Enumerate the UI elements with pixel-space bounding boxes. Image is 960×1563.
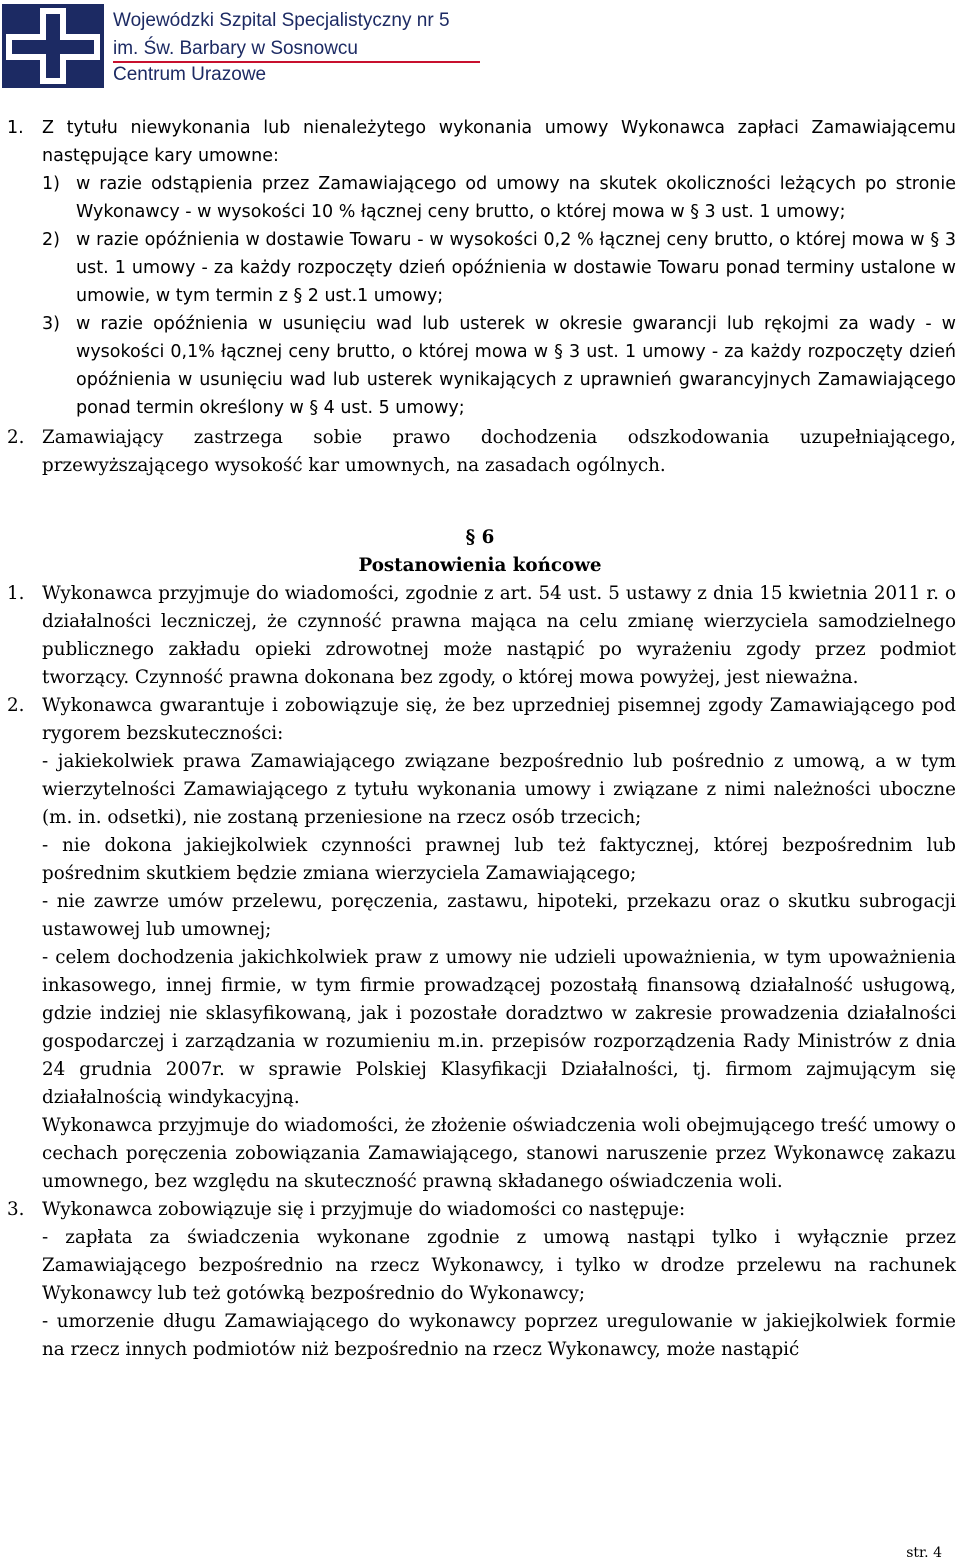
paragraph-text: Wykonawca zobowiązuje się i przyjmuje do wiadomości co następuje: [42, 1199, 686, 1220]
paragraph-number: 1. [7, 118, 24, 138]
item-text: w razie opóźnienia w dostawie Towaru - w wysokości 0,2 % łącznej ceny brutto, o której mowa w § 3 ust. 1 umowy - za każdy rozpoczęty dzień opóźnienia w dostawie Towaru ponad terminy ustalone w umowie, w tym termin z § 2 ust.1 umowy; [76, 230, 956, 306]
paragraph-final-3 [0, 1196, 960, 1224]
item-number: 2) [42, 230, 60, 250]
paragraph-number: 3. [7, 1199, 25, 1220]
hospital-cross-logo [2, 4, 104, 88]
paragraph-final-2 [0, 692, 960, 748]
dash-item: - umorzenie długu Zamawiającego do wykonawcy poprzez uregulowanie w jakiejkolwiek formie na rzecz innych podmiotów niż bezpośrednio na rzecz Wykonawcy, może nastąpić [42, 1311, 956, 1360]
paragraph-number: 2. [7, 695, 25, 716]
dash-item: - celem dochodzenia jakichkolwiek praw z umowy nie udzieli upoważnienia, w tym upoważnienia inkasowego, innej firmie, w tym firmie prowadzącej pozostałą finansową działalność usługową, gdzie indziej nie sklasyfikowaną, jak i pozostałe doradztwo w zakresie prowadzenia działalności gospodarczej i zarządzania w rozumieniu m.in. przepisów rozporządzenia Rady Ministrów z dnia 24 grudnia 2007r. w sprawie Polskiej Klasyfikacji Działalności, tj. firmom zajmującym się działalnością windykacyjną. [42, 947, 956, 1108]
header-red-rule [113, 61, 480, 63]
paragraph-final-1 [0, 580, 960, 692]
item-text: w razie odstąpienia przez Zamawiającego od umowy na skutek okoliczności leżących po stronie Wykonawcy - w wysokości 10 % łącznej ceny brutto, o której mowa w § 3 ust. 1 umowy; [76, 174, 956, 222]
paragraph-text: Wykonawca przyjmuje do wiadomości, zgodnie z art. 54 ust. 5 ustawy z dnia 15 kwietnia 2011 r. o działalności leczniczej, że czynność prawna mająca na celu zmianę wierzyciela samodzielnego publicznego zakładu opieki zdrowotnej może nastąpić po wyrażeniu zgody przez podmiot tworzący. Czynność prawna dokonana bez zgody, o której mowa powyżej, jest nieważna. [42, 583, 956, 688]
item-text: w razie opóźnienia w usunięciu wad lub usterek w okresie gwarancji lub rękojmi za wady - w wysokości 0,1% łącznej ceny brutto, o której mowa w § 3 ust. 1 umowy - za każdy rozpoczęty dzień opóźnienia w usunięciu wad lub usterek wynikających z uprawnień gwarancyjnych Zamawiającego ponad termin określony w § 4 ust. 5 umowy; [76, 314, 956, 418]
document-body [0, 114, 960, 1364]
page-number: str. 4 [906, 1545, 942, 1561]
dash-item: - zapłata za świadczenia wykonane zgodnie z umową nastąpi tylko i wyłącznie przez Zamawiającego bezpośrednio na rzecz Wykonawcy, i tylko w drodze przelewu na rachunek Wykonawcy lub też gotówką bezpośrednio do Wykonawcy; [42, 1227, 956, 1304]
section-number: § 6 [465, 527, 495, 548]
penalty-item [0, 170, 960, 226]
paragraph-text: Z tytułu niewykonania lub nienależytego wykonania umowy Wykonawca zapłaci Zamawiającemu następujące kary umowne: [42, 118, 956, 166]
penalty-item [0, 226, 960, 310]
hospital-name-line2: im. Św. Barbary w Sosnowcu [113, 38, 358, 59]
paragraph-text: Wykonawca gwarantuje i zobowiązuje się, że bez uprzedniej pisemnej zgody Zamawiającego pod rygorem bezskuteczności: [42, 695, 956, 744]
paragraph-continuation: Wykonawca przyjmuje do wiadomości, że złożenie oświadczenia woli obejmującego treść umowy o cechach poręczenia zobowiązania Zamawiającego, stanowi naruszenie przez Wykonawcę zakazu umownego, bez względu na skuteczność prawną składanego oświadczenia woli. [42, 1115, 956, 1192]
hospital-name-line1: Wojewódzki Szpital Specjalistyczny nr 5 [113, 10, 450, 31]
dash-item: - jakiekolwiek prawa Zamawiającego związane bezpośrednio lub pośrednio z umową, a w tym wierzytelności Zamawiającego z tytułu wykonania umowy i związane z nimi należności uboczne (m. in. odsetki), nie zostaną przeniesione na rzecz osób trzecich; [42, 751, 956, 828]
paragraph-text: Zamawiający zastrzega sobie prawo dochodzenia odszkodowania uzupełniającego, przewyższającego wysokość kar umownych, na zasadach ogólnych. [42, 427, 956, 476]
penalty-item [0, 310, 960, 422]
paragraph-number: 2. [7, 427, 25, 448]
hospital-name-line3: Centrum Urazowe [113, 64, 267, 85]
dash-item: - nie zawrze umów przelewu, poręczenia, zastawu, hipoteki, przekazu oraz o skutku subrogacji ustawowej lub umownej; [42, 891, 956, 940]
dash-item: - nie dokona jakiejkolwiek czynności prawnej lub też faktycznej, której bezpośrednim lub pośrednim skutkiem będzie zmiana wierzyciela Zamawiającego; [42, 835, 956, 884]
item-number: 1) [42, 174, 60, 194]
section-title: Postanowienia końcowe [358, 555, 602, 576]
page-header [0, 0, 960, 92]
paragraph-penalties [0, 114, 960, 170]
item-number: 3) [42, 314, 60, 334]
paragraph-number: 1. [7, 583, 25, 604]
paragraph-compensation [0, 424, 960, 480]
